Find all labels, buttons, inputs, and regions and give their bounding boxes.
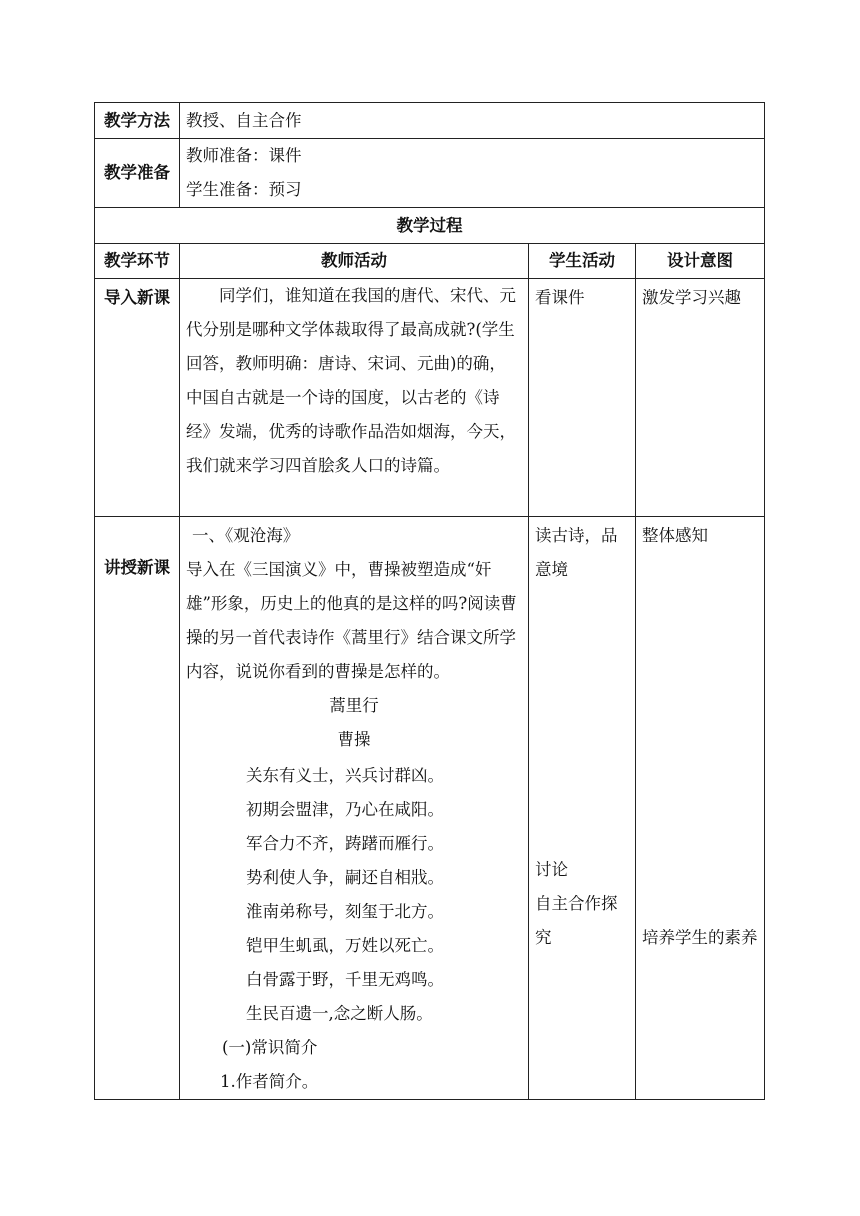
header-intent: 设计意图 xyxy=(636,244,765,279)
student-activity-discuss: 讨论 xyxy=(535,860,568,879)
method-row xyxy=(95,103,765,139)
process-title-row xyxy=(95,208,765,244)
intro-teacher-text: 同学们，谁知道在我国的唐代、宋代、元代分别是哪种文学体裁取得了最高成就?(学生回答，教师明确：唐诗、宋词、元曲)的确，中国自古就是一个诗的国度，以古老的《诗经》发端，优秀的诗歌作品浩如烟海，今天，我们就来学习四首脍炙人口的诗篇。 xyxy=(180,279,529,517)
student-activity-explore: 自主合作探究 xyxy=(535,894,618,947)
poem-line: 军合力不齐，踌躇而雁行。 xyxy=(246,834,444,853)
header-stage: 教学环节 xyxy=(95,244,180,279)
lesson-teacher xyxy=(180,517,529,1100)
lesson-stage: 讲授新课 xyxy=(95,517,180,1100)
method-value: 教授、自主合作 xyxy=(180,103,765,139)
intro-intent: 激发学习兴趣 xyxy=(636,279,765,517)
lesson-intent xyxy=(636,517,765,1100)
prep-value xyxy=(180,139,765,208)
student-prep: 学生准备：预习 xyxy=(186,180,302,199)
intro-student: 看课件 xyxy=(529,279,636,517)
poem-line: 铠甲生虮虱，万姓以死亡。 xyxy=(246,936,444,955)
section-heading: (一)常识简介 xyxy=(222,1038,318,1057)
poem-line: 淮南弟称号，刻玺于北方。 xyxy=(246,902,444,921)
intent-overall: 整体感知 xyxy=(642,526,708,545)
teacher-prep: 教师准备：课件 xyxy=(186,146,302,165)
poem-line: 势利使人争，嗣还自相戕。 xyxy=(246,868,444,887)
header-student: 学生活动 xyxy=(529,244,636,279)
method-label: 教学方法 xyxy=(95,103,180,139)
poem-line: 生民百遗一,念之断人肠。 xyxy=(246,1004,433,1023)
student-activity-read: 读古诗，品意境 xyxy=(535,526,618,579)
list-item: 1.作者简介。 xyxy=(220,1072,319,1091)
poem-line: 初期会盟津，乃心在咸阳。 xyxy=(246,800,444,819)
lesson-student xyxy=(529,517,636,1100)
header-row xyxy=(95,244,765,279)
header-teacher: 教师活动 xyxy=(180,244,529,279)
poem-title: 蒿里行 xyxy=(329,696,379,715)
intro-row xyxy=(95,279,765,517)
lesson-lead: 导入在《三国演义》中，曹操被塑造成“奸雄”形象，历史上的他真的是这样的吗?阅读曹操的另一首代表诗作《蒿里行》结合课文所学内容，说说你看到的曹操是怎样的。 xyxy=(186,560,517,681)
poem-line: 关东有义士，兴兵讨群凶。 xyxy=(246,766,444,785)
lesson-plan-table xyxy=(94,102,765,1100)
lesson-heading: 一、《观沧海》 xyxy=(192,526,300,545)
poem-author: 曹操 xyxy=(337,730,371,749)
intent-literacy: 培养学生的素养 xyxy=(642,928,758,947)
intro-stage: 导入新课 xyxy=(95,279,180,517)
lesson-row xyxy=(95,517,765,1100)
prep-row xyxy=(95,139,765,208)
prep-label: 教学准备 xyxy=(95,139,180,208)
poem-line: 白骨露于野，千里无鸡鸣。 xyxy=(246,970,444,989)
process-title: 教学过程 xyxy=(95,208,765,244)
